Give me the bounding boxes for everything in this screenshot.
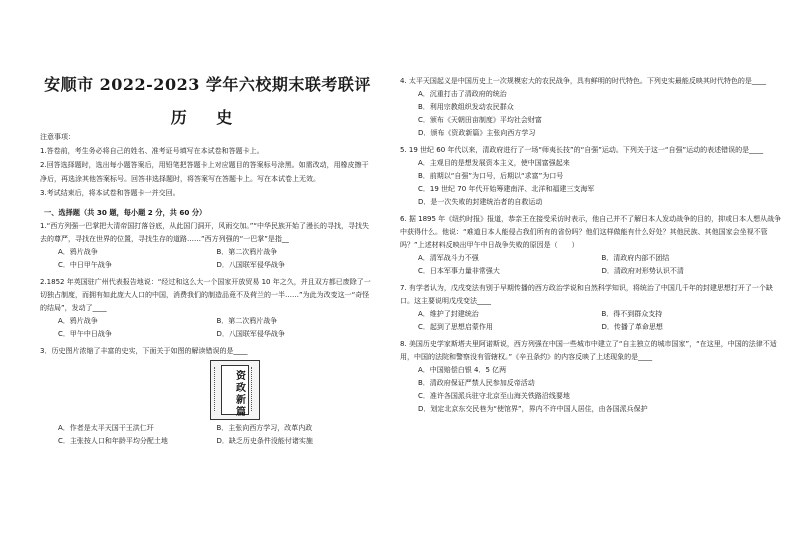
options xyxy=(400,88,785,140)
option-d: D．颁布《资政新篇》主张向西方学习 xyxy=(418,129,536,137)
right-column xyxy=(400,75,785,420)
subject-heading: 历 史 xyxy=(170,108,245,127)
question-stem: 3．历史图片浓缩了丰富的史实，下面关于如图的解读错误的是____ xyxy=(40,347,248,355)
options xyxy=(40,315,375,341)
options xyxy=(400,308,785,334)
option-a: A．鸦片战争 xyxy=(58,317,98,325)
question-4 xyxy=(400,75,785,140)
book-title-panel xyxy=(221,365,249,418)
book-cover-image xyxy=(210,360,280,420)
question-stem: 8. 美国历史学家斯塔夫里阿诺斯说，西方列强在中国一些城市中建立了“自主独立的城市国家”，“在这里，中国的法律不适用，中国的法院和警察没有管辖权。”《辛丑条约》的内容反映了上述现象的是____ xyxy=(400,340,777,361)
question-8 xyxy=(400,338,785,416)
question-1 xyxy=(40,220,375,272)
question-3 xyxy=(40,345,375,448)
option-a: A．主观目的是想发展资本主义，使中国富强起来 xyxy=(418,159,570,167)
options xyxy=(400,252,785,278)
exam-title: 安顺市 2022-2023 学年六校期末联考联评 xyxy=(44,75,371,94)
question-stem: 4. 太平天国起义是中国历史上一次规模宏大的农民战争，具有鲜明的时代特色。下列史实最能反映其时代特色的是____ xyxy=(400,77,766,85)
option-c: C．主张按人口和年龄平均分配土地 xyxy=(58,437,168,445)
question-6 xyxy=(400,213,785,278)
option-d: D．缺乏历史条件没能付诸实施 xyxy=(216,437,313,445)
options xyxy=(400,157,785,209)
option-d: D．八国联军侵华战争 xyxy=(216,330,285,338)
note-3: 3.考试结束后，将本试卷和答题卡一并交回。 xyxy=(40,189,180,197)
option-a: A．维护了封建统治 xyxy=(418,310,479,318)
option-b: B．利用宗教组织发动农民群众 xyxy=(418,103,514,111)
option-a: A．鸦片战争 xyxy=(58,248,98,256)
option-d: D．八国联军侵华战争 xyxy=(216,261,285,269)
question-5 xyxy=(400,144,785,209)
option-a: A．作者是太平天国干王洪仁玕 xyxy=(58,424,154,432)
option-c: C．甲午中日战争 xyxy=(58,330,112,338)
book-title-char: 新 xyxy=(236,395,246,406)
option-d: D．是一次失败的封建统治者的自救运动 xyxy=(418,198,543,206)
question-stem: 7. 有学者认为，戊戌变法有别于早期传播的西方政治学说和自然科学知识，将统治了中国几千年的封建思想打开了一个缺口。这主要说明戊戌变法____ xyxy=(400,284,773,305)
question-stem: 6. 据 1895 年《纽约时报》报道，恭亲王在接受采访时表示，他自己并不了解日本人发动战争的目的，抑或日本人想从战争中获得什么。他说：“难道日本人能侵占我们所有的省份吗？他们这样做能有什么好处？其他民族、其他国家会坐视不管吗？”上述材料反映出甲午中日战争失败的原因是（ ） xyxy=(400,215,782,249)
notes-title: 注意事项： xyxy=(40,133,75,141)
option-c: C．准许各国派兵驻守北京至山海关铁路沿线要地 xyxy=(418,392,570,400)
options xyxy=(400,364,785,416)
option-b: B．清政府保证严禁人民参加反帝活动 xyxy=(418,379,535,387)
option-d: D．传播了革命思想 xyxy=(601,323,663,331)
note-1: 1.答卷前，考生务必将自己的姓名、准考证号填写在本试卷和答题卡上。 xyxy=(40,147,264,155)
option-b: B．主张向西方学习，改革内政 xyxy=(216,424,313,432)
book-decoration xyxy=(214,367,219,411)
question-7 xyxy=(400,282,785,334)
book-decoration xyxy=(251,367,256,411)
option-b: B．第二次鸦片战争 xyxy=(216,317,278,325)
option-a: A．沉重打击了清政府的统治 xyxy=(418,90,507,98)
option-c: C．19 世纪 70 年代开始筹建南洋、北洋和福建三支海军 xyxy=(418,185,595,193)
note-2: 2.回答选择题时，选出每小题答案后，用铅笔把答题卡上对应题目的答案标号涂黑。如需改动，用橡皮擦干净后，再选涂其他答案标号。回答非选择题时，将答案写在答题卡上。写在本试卷上无效。 xyxy=(40,161,369,183)
option-b: B．得不到群众支持 xyxy=(601,310,663,318)
option-b: B．前期以“自强”为口号，后期以“求富”为口号 xyxy=(418,172,564,180)
option-b: B．清政府内部不团结 xyxy=(601,254,670,262)
book-title-char: 篇 xyxy=(236,407,246,418)
option-d: D．划定北京东交民巷为“使馆界”，界内不许中国人居住，由各国派兵保护 xyxy=(418,405,648,413)
question-stem: 5. 19 世纪 60 年代以来，清政府进行了一场“师夷长技”的“自强”运动。下列关于这一“自强”运动的表述错误的是____ xyxy=(400,146,764,154)
option-c: C．日本军事力量非常强大 xyxy=(418,267,500,275)
option-c: C．中日甲午战争 xyxy=(58,261,112,269)
book-cover xyxy=(210,360,260,420)
option-d: D．清政府对形势认识不清 xyxy=(601,267,684,275)
question-stem: 2.1852 年英国驻广州代表报告地说：“经过和这么大一个国家开放贸易 10 年之久，并且双方都已废除了一切独占制度，而拥有如此庞大人口的中国，消费我们的制造品竟不及荷兰的一半……”为此为改变这一“奇怪的结局”，发动了____ xyxy=(40,278,371,312)
question-2 xyxy=(40,276,375,341)
option-c: C．起到了思想启蒙作用 xyxy=(418,323,493,331)
left-column xyxy=(40,60,375,452)
section-heading: 一、选择题（共 30 题，每小题 2 分，共 60 分） xyxy=(44,208,207,217)
options xyxy=(40,246,375,272)
question-stem: 1.“西方列强一巴掌把大清帝国打落谷底，从此国门洞开，风雨交加。”“中华民族开始了漫长的寻找，寻找失去的尊严，寻找在世界的位置，寻找生存的道路……”西方列强的“一巴掌”是指__ xyxy=(40,222,370,243)
book-title-char: 政 xyxy=(236,383,246,394)
option-a: A．中国赔偿白银 4．5 亿两 xyxy=(418,366,507,374)
option-a: A．清军战斗力不强 xyxy=(418,254,479,262)
option-b: B．第二次鸦片战争 xyxy=(216,248,278,256)
book-title-char: 资 xyxy=(236,371,246,382)
options xyxy=(40,422,375,448)
option-c: C．颁布《天朝田亩制度》平均社会财富 xyxy=(418,116,542,124)
